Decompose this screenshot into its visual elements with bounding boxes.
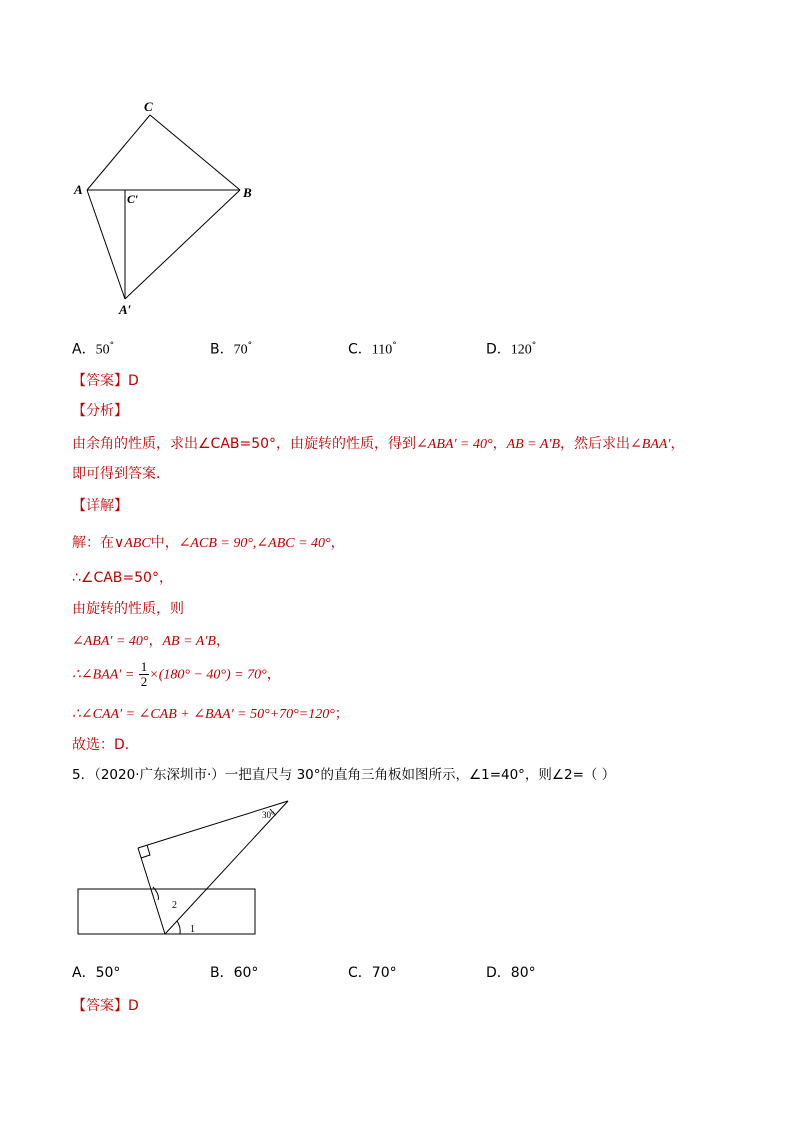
ruler — [78, 889, 255, 934]
option-letter: D． — [486, 965, 511, 981]
ruler-triangle-figure — [0, 790, 794, 950]
q5-option-a — [72, 963, 120, 983]
fraction-one-half — [139, 660, 150, 689]
detail-formula: ∴∠BAA′ = — [72, 667, 135, 683]
analysis-formula: ∠BAA′ — [630, 437, 671, 452]
detail-formula: ∠ABA′ = 40° — [72, 634, 149, 649]
option-value: 120 — [510, 342, 532, 358]
label-C-prime: C′ — [127, 192, 139, 206]
q4-detail-line6 — [72, 704, 349, 725]
triangle-long-leg — [138, 801, 288, 848]
degree-mark: ° — [392, 341, 397, 351]
q4-analysis-line2: 即可得到答案． — [72, 466, 170, 482]
label-angle-2: 2 — [172, 900, 177, 911]
option-value: 110 — [371, 342, 393, 358]
q5-option-c — [348, 963, 397, 983]
q4-option-d — [486, 336, 536, 361]
label-A: A — [74, 182, 83, 197]
detail-formula: ×(180° − 40°) = 70° — [149, 667, 267, 683]
option-value: 70 — [233, 342, 248, 358]
triangle-hypotenuse — [165, 801, 288, 934]
answer-tag: 【答案】 — [72, 373, 128, 389]
q5-option-d — [486, 963, 536, 983]
fraction-numerator: 1 — [140, 659, 148, 674]
q4-option-a — [72, 336, 114, 361]
segment-A-prime-B — [125, 190, 240, 299]
q4-detail-line7: 故选：D． — [72, 737, 139, 753]
q4-option-c — [348, 336, 397, 361]
detail-formula: ∨ABC — [114, 536, 151, 551]
answer-value: D — [128, 998, 139, 1014]
analysis-formula: AB = A′B — [506, 437, 561, 452]
detail-text: 中， — [150, 535, 179, 551]
option-letter: C． — [348, 965, 372, 981]
q4-detail-line3: 由旋转的性质，则 — [72, 601, 184, 617]
answer-tag: 【答案】 — [72, 998, 128, 1014]
detail-formula: ∴∠CAA′ = ∠CAB + ∠BAA′ = 50°+70°=120° — [72, 707, 335, 722]
option-value: 80° — [510, 965, 536, 981]
analysis-formula: ∠ABA′ = 40° — [416, 437, 493, 452]
q5-stem: 5．（2020·广东深圳市·）一把直尺与 30°的直角三角板如图所示，∠1=40°，则∠2=（ ） — [72, 767, 616, 783]
fraction-denominator: 2 — [140, 674, 148, 689]
degree-mark: ° — [109, 341, 115, 351]
q4-detail-line4 — [72, 631, 230, 652]
segment-AC — [87, 115, 150, 190]
option-letter: D． — [486, 341, 511, 358]
analysis-text: ， — [670, 436, 685, 452]
analysis-text: 由余角的性质，求出∠CAB=50°，由旋转的性质，得到 — [72, 436, 417, 452]
label-B: B — [243, 185, 252, 200]
detail-text: ， — [330, 535, 345, 551]
option-value: 60° — [233, 965, 259, 981]
q4-detail-line5 — [72, 660, 281, 689]
option-letter: B． — [210, 965, 234, 981]
detail-text: 解：在 — [72, 535, 114, 551]
q4-answer — [72, 371, 139, 391]
q4-option-b — [210, 336, 252, 361]
degree-mark: ° — [531, 341, 537, 351]
segment-AA-prime — [87, 190, 125, 299]
angle-1-arc — [177, 921, 180, 934]
option-letter: C． — [348, 341, 372, 358]
option-letter: A． — [72, 965, 96, 981]
detail-text: ； — [334, 706, 349, 722]
degree-mark: ° — [247, 341, 253, 351]
analysis-text: ， — [492, 436, 507, 452]
q4-analysis-line1 — [72, 434, 684, 455]
segment-CB — [150, 115, 240, 190]
option-value: 50 — [95, 342, 110, 358]
label-angle-1: 1 — [190, 924, 195, 935]
option-letter: A． — [72, 341, 96, 358]
detail-formula: AB = A′B — [162, 634, 216, 649]
q5-answer — [72, 996, 139, 1016]
label-C: C — [144, 99, 153, 114]
q4-detail-line2: ∴∠CAB=50°， — [72, 570, 173, 586]
detail-formula: ∠ACB = 90°,∠ABC = 40° — [178, 536, 331, 551]
q5-option-b — [210, 963, 258, 983]
option-letter: B． — [210, 341, 234, 358]
label-30-degrees: 30° — [262, 810, 275, 820]
detail-text: ， — [266, 666, 281, 683]
detail-text: ， — [215, 633, 230, 649]
rotation-figure — [0, 0, 794, 330]
option-value: 50° — [95, 965, 121, 981]
q4-detail-tag: 【详解】 — [72, 498, 128, 514]
q4-detail-line1 — [72, 533, 345, 554]
detail-text: ， — [148, 633, 163, 649]
answer-value: D — [128, 373, 139, 389]
triangle-short-leg — [138, 848, 165, 934]
option-value: 70° — [371, 965, 397, 981]
analysis-text: ，然后求出 — [560, 436, 631, 452]
label-A-prime: A′ — [119, 302, 132, 317]
q4-analysis-tag: 【分析】 — [72, 403, 128, 419]
